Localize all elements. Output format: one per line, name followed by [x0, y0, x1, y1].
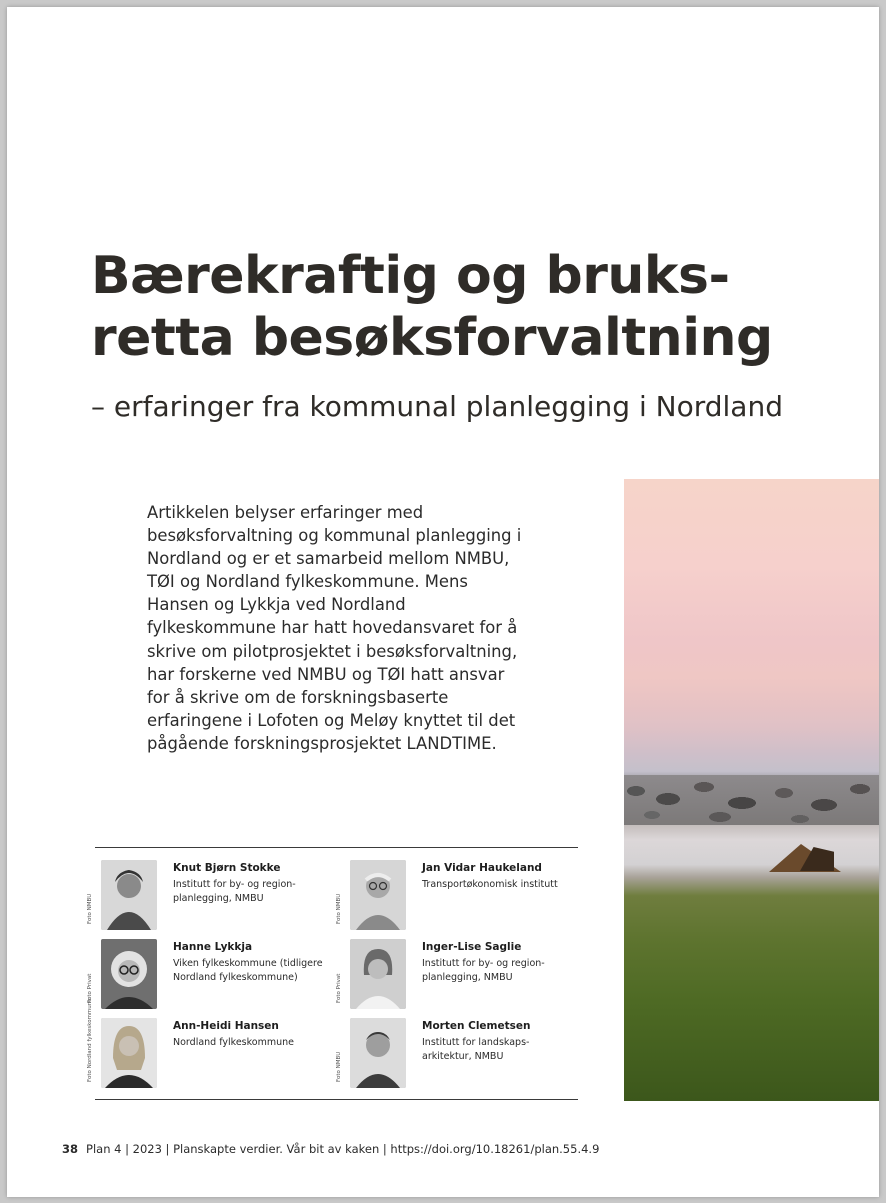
journal-page	[7, 7, 879, 1197]
author-card	[336, 860, 582, 932]
author-portrait	[350, 860, 406, 930]
authors-bottom-rule	[95, 1099, 578, 1100]
author-card	[87, 939, 333, 1011]
article-title	[91, 245, 773, 369]
author-affiliation: Viken fylkeskommune (tidligere Nordland fylkeskommune)	[173, 958, 323, 983]
author-card	[336, 1018, 582, 1090]
author-name: Morten Clemetsen	[422, 1020, 531, 1032]
author-portrait	[101, 1018, 157, 1088]
photo-credit: Foto Privat	[87, 973, 93, 1003]
photo-credit: Foto Privat	[336, 973, 342, 1003]
intro-paragraph: Artikkelen belyser erfaringer med besøksforvaltning og kommunal planlegging i Nordland og er et samarbeid mellom NMBU, TØI og Nordland fylkeskommune. Mens Hansen og Lykkja ved Nordland fylkeskommune har hatt hovedansvaret for å skrive om pilotprosjektet i besøksforvaltning, har forskerne ved NMBU og TØI hatt ansvar for å skrive om de forskningsbaserte erfaringene i Lofoten og Meløy knyttet til det pågående forskningsprosjektet LANDTIME.	[147, 503, 522, 753]
author-portrait	[350, 1018, 406, 1088]
authors-top-rule	[95, 847, 578, 848]
photo-credit: Foto NMBU	[87, 893, 93, 924]
author-portrait	[101, 860, 157, 930]
author-affiliation: Institutt for by- og region-planlegging, NMBU	[422, 958, 545, 983]
rocky-shore	[624, 775, 879, 825]
page-footer	[62, 1142, 599, 1156]
author-name: Hanne Lykkja	[173, 941, 253, 953]
footer-citation: Plan 4 | 2023 | Planskapte verdier. Vår bit av kaken | https://doi.org/10.18261/plan.55.4.9	[86, 1142, 600, 1156]
author-name: Jan Vidar Haukeland	[422, 862, 542, 874]
article-subtitle: – erfaringer fra kommunal planlegging i Nordland	[91, 390, 783, 423]
author-affiliation: Nordland fylkeskommune	[173, 1037, 294, 1048]
author-affiliation: Transportøkonomisk institutt	[422, 879, 558, 890]
author-portrait	[350, 939, 406, 1009]
author-card	[87, 998, 333, 1090]
author-card	[336, 939, 582, 1011]
author-card	[87, 860, 333, 932]
author-affiliation: Institutt for landskaps-arkitektur, NMBU	[422, 1037, 530, 1062]
author-portrait	[101, 939, 157, 1009]
title-line-2: retta besøksforvaltning	[91, 308, 773, 368]
page-number: 38	[62, 1142, 79, 1156]
title-line-1: Bærekraftig og bruks-	[91, 246, 730, 306]
author-name: Inger-Lise Saglie	[422, 941, 522, 953]
author-affiliation: Institutt for by- og region-planlegging, NMBU	[173, 879, 296, 904]
photo-credit: Foto NMBU	[336, 1051, 342, 1082]
author-name: Ann-Heidi Hansen	[173, 1020, 279, 1032]
photo-credit: Foto Nordland fylkeskommune	[87, 998, 93, 1082]
beach-tent-photo	[624, 479, 879, 1101]
photo-credit: Foto NMBU	[336, 893, 342, 924]
author-name: Knut Bjørn Stokke	[173, 862, 281, 874]
